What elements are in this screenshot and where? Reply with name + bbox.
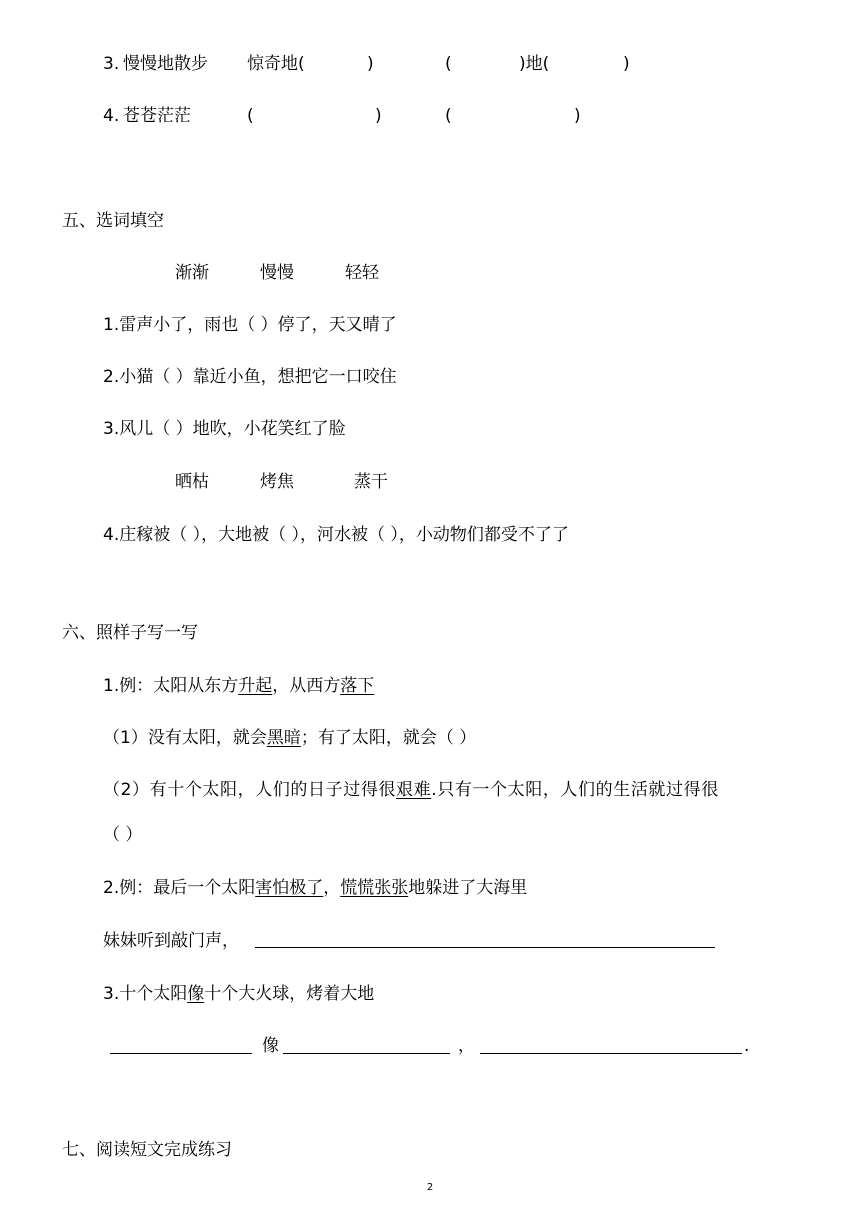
word-option: 晒枯	[175, 472, 209, 492]
page-number: 2	[426, 1182, 434, 1193]
q4-3-blank3-close: )	[623, 54, 630, 74]
example-2-underlined-2: 慌慌张张	[340, 878, 409, 898]
exercise-1-2-underlined: 艰难	[396, 780, 432, 800]
example-2	[103, 877, 527, 899]
section5-heading: 五、选词填空	[62, 211, 164, 231]
q4-4-blank1-close: )	[375, 106, 382, 126]
exercise-3-answer-line-3[interactable]	[480, 1053, 742, 1054]
exercise-3-comma: ，	[458, 1036, 475, 1056]
word-option: 蒸干	[354, 472, 388, 492]
word-option: 烤焦	[260, 472, 294, 492]
q4-3-blank1-close: )	[367, 54, 374, 74]
q5-2[interactable]: 2.小猫（ ）靠近小鱼，想把它一口咬住	[103, 367, 397, 387]
exercise-3-like: 像	[262, 1036, 279, 1056]
q4-3-blank2[interactable]: )地(	[519, 54, 550, 74]
q5-4[interactable]: 4.庄稼被（ ），大地被（ ），河水被（ ），小动物们都受不了了	[103, 525, 569, 545]
q4-3-blank1[interactable]: 惊奇地(	[247, 54, 305, 74]
exercise-1-2	[103, 779, 719, 801]
q4-3-word: 慢慢地散步	[123, 54, 208, 74]
word-option: 渐渐	[175, 263, 209, 283]
example-3	[103, 983, 374, 1005]
exercise-3-period: .	[744, 1036, 750, 1056]
q4-3-num: 3.	[103, 54, 120, 74]
example-2-suffix: 地躲进了大海里	[408, 878, 528, 898]
exercise-1-1-suffix: ；有了太阳，就会（ ）	[300, 728, 477, 748]
q4-4-word: 苍苍茫茫	[123, 106, 191, 126]
example-2-mid: ，	[323, 878, 341, 898]
exercise-1-1[interactable]	[103, 727, 476, 749]
q4-3-blank2-open: (	[445, 54, 452, 74]
example-1-prefix: 1.例：太阳从东方	[103, 676, 239, 696]
example-2-underlined-1: 害怕极了	[255, 878, 324, 898]
exercise-3-answer-line-2[interactable]	[283, 1053, 450, 1054]
example-3-prefix: 3.十个太阳	[103, 984, 188, 1004]
exercise-1-2-suffix: .只有一个太阳，人们的生活就过得很	[431, 780, 719, 800]
word-option: 慢慢	[260, 263, 294, 283]
exercise-2-answer-line[interactable]	[255, 947, 715, 948]
exercise-2-prompt: 妹妹听到敲门声，	[103, 931, 239, 951]
q5-3[interactable]: 3.风儿（ ）地吹，小花笑红了脸	[103, 419, 346, 439]
q4-4-blank1-open[interactable]: (	[247, 106, 254, 126]
example-2-prefix: 2.例：最后一个太阳	[103, 878, 256, 898]
example-1-mid: ，从西方	[272, 676, 341, 696]
exercise-1-2-blank[interactable]: （ ）	[103, 825, 143, 845]
example-3-underlined: 像	[187, 984, 205, 1004]
section6-heading: 六、照样子写一写	[62, 623, 198, 643]
q5-1[interactable]: 1.雷声小了，雨也（ ）停了，天又晴了	[103, 315, 397, 335]
word-option: 轻轻	[345, 263, 379, 283]
example-1-underlined-2: 落下	[340, 676, 375, 696]
example-3-suffix: 十个大火球，烤着大地	[204, 984, 375, 1004]
example-1	[103, 675, 374, 697]
q4-4-blank2-open[interactable]: (	[445, 106, 452, 126]
exercise-3-answer-line-1[interactable]	[110, 1053, 252, 1054]
q4-4-num: 4.	[103, 106, 120, 126]
example-1-underlined-1: 升起	[238, 676, 273, 696]
q4-4-blank2-close: )	[574, 106, 581, 126]
exercise-1-1-prefix: （1）没有太阳，就会	[103, 728, 267, 748]
section7-heading: 七、阅读短文完成练习	[62, 1140, 232, 1160]
exercise-1-2-prefix: （2）有十个太阳，人们的日子过得很	[103, 780, 397, 800]
exercise-1-1-underlined: 黑暗	[266, 728, 301, 748]
